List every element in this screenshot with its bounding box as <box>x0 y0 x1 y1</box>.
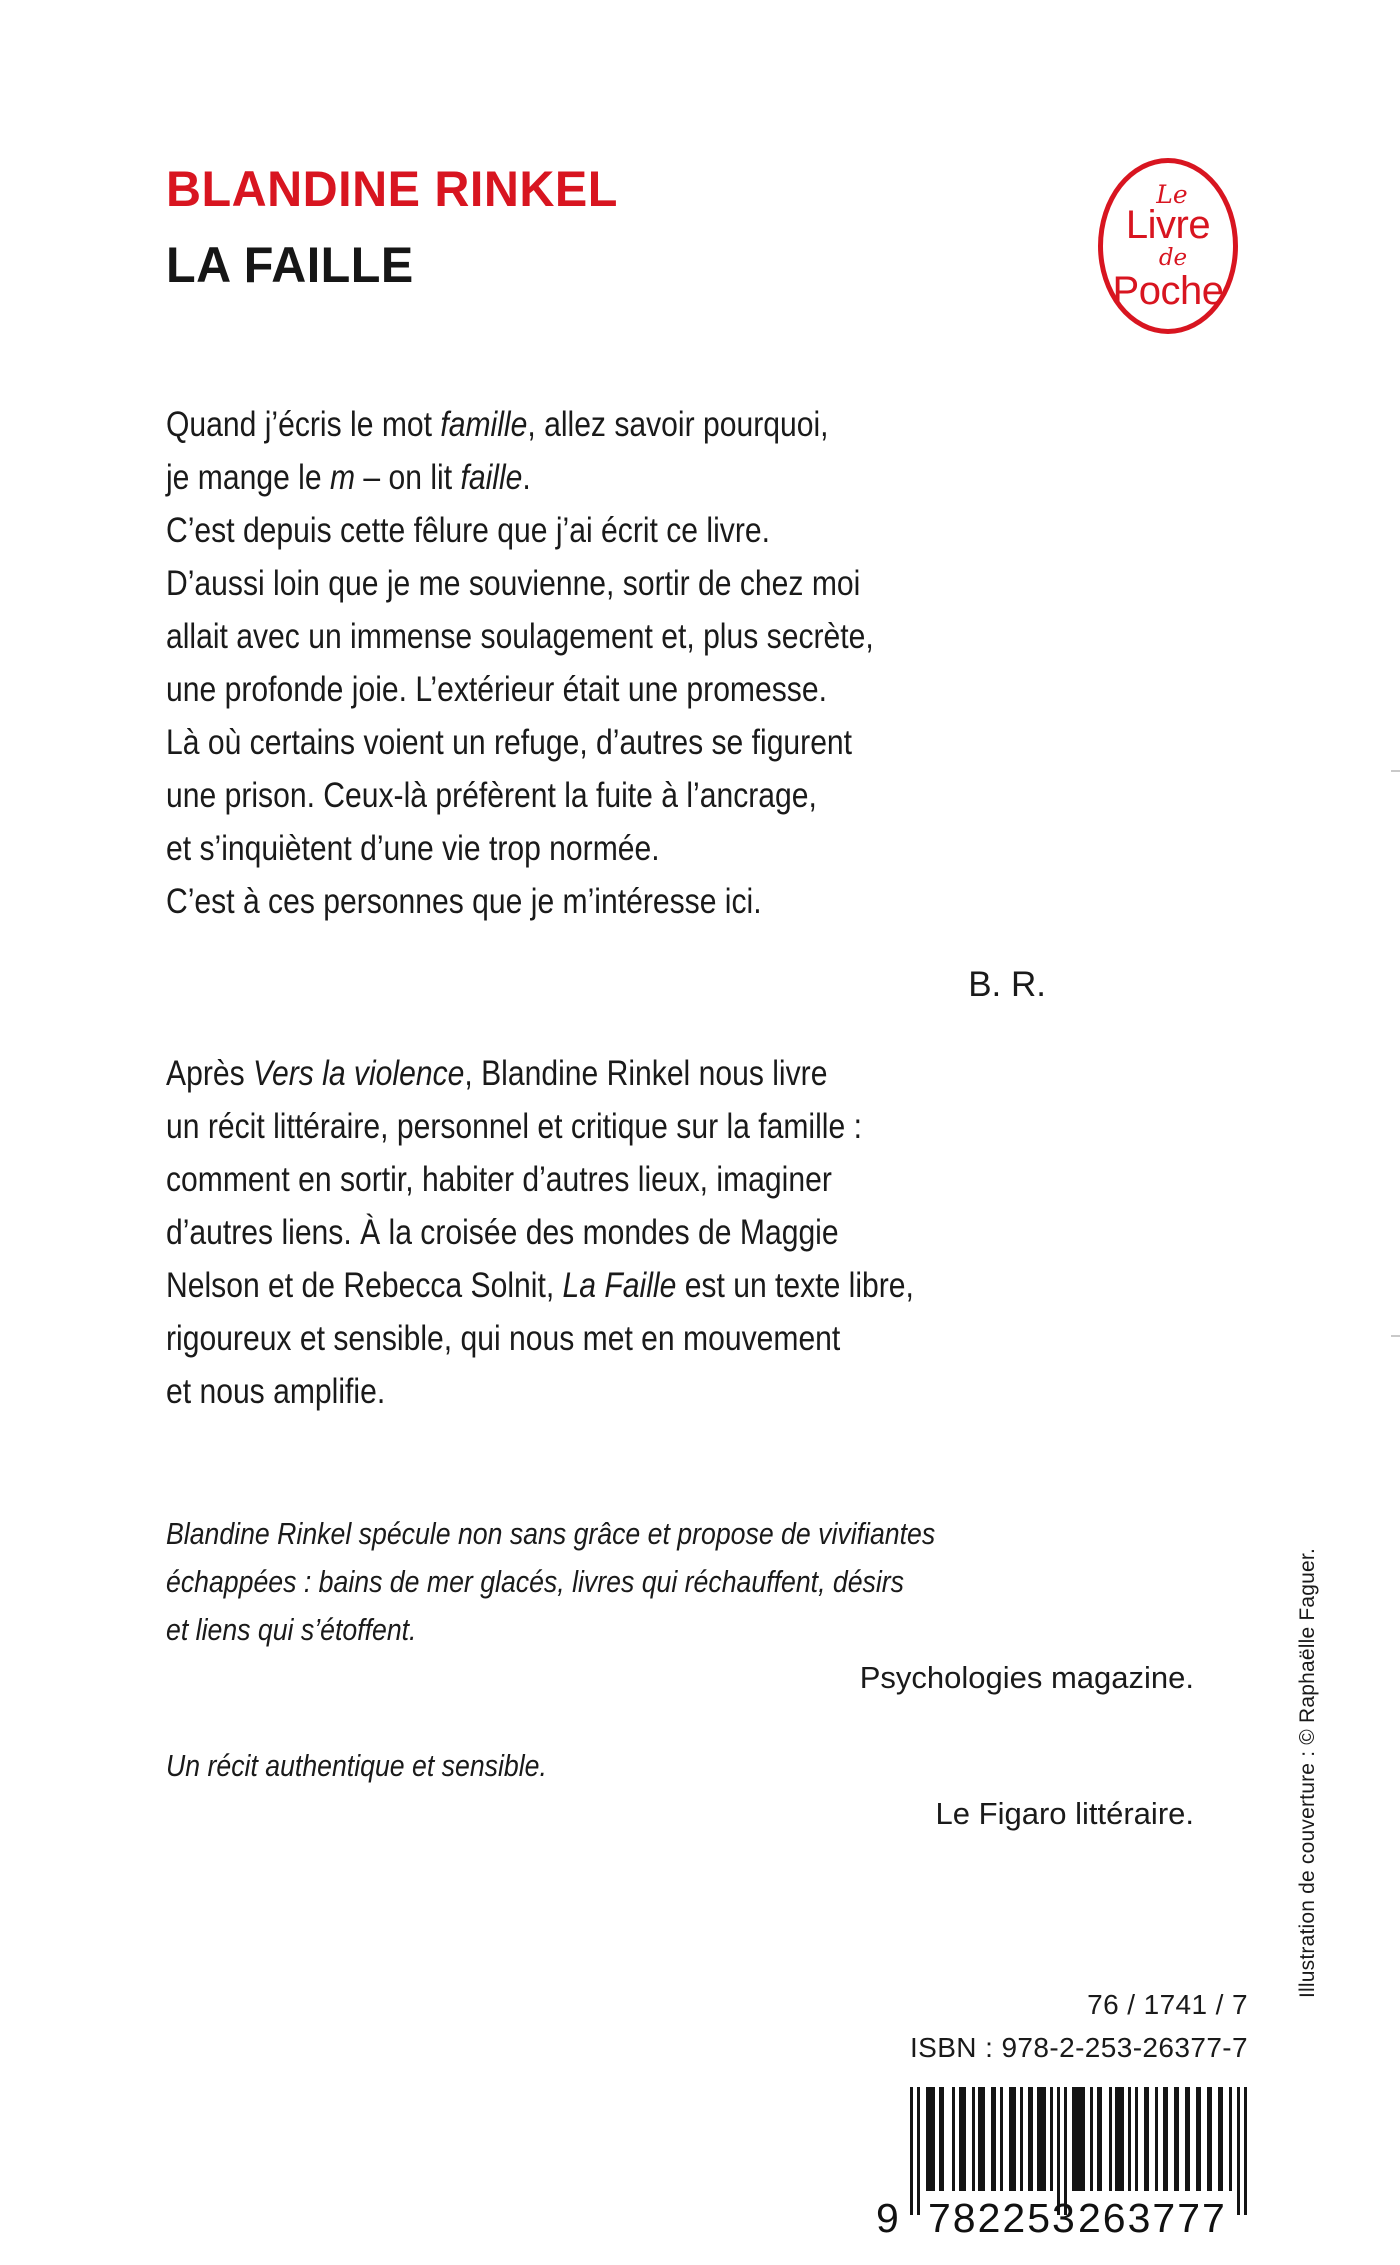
quote-line-3: C’est depuis cette fêlure que j’ai écrit ce livre. <box>166 511 770 550</box>
quote-line-2-part-a: je mange le <box>166 458 330 497</box>
synopsis-line-1-italic: Vers la violence <box>252 1054 465 1093</box>
quote-line-6: une profonde joie. L’extérieur était une promesse. <box>166 670 827 709</box>
press-2-line-1: Un récit authentique et sensible. <box>166 1748 547 1783</box>
press-1-line-3: et liens qui s’étoffent. <box>166 1612 417 1647</box>
logo-line-poche: Poche <box>1112 268 1224 313</box>
quote-line-1 <box>166 398 1174 451</box>
logo-line-livre: Livre <box>1125 202 1211 247</box>
logo-text-group <box>1098 158 1238 334</box>
author-quote-block <box>166 398 1176 1011</box>
quote-signature: B. R. <box>968 965 1046 1004</box>
press-1-source: Psychologies magazine. <box>859 1660 1194 1695</box>
synopsis-line-2: un récit littéraire, personnel et critique sur la famille : <box>166 1107 862 1146</box>
synopsis-line-1 <box>166 1047 1174 1100</box>
press-2-source: Le Figaro littéraire. <box>935 1796 1194 1831</box>
quote-line-1-part-b: , allez savoir pourquoi, <box>527 405 829 444</box>
quote-line-2-part-b: – on lit <box>355 458 461 497</box>
press-1-line-2: échappées : bains de mer glacés, livres qui réchauffent, désirs <box>166 1564 905 1599</box>
book-title: LA FAILLE <box>166 237 414 293</box>
quote-line-2-italic-1: m <box>329 458 356 497</box>
barcode-group-1: 782253 <box>928 2195 1077 2241</box>
catalog-reference: 76 / 1741 / 7 <box>1087 1989 1248 2020</box>
quote-line-10: C’est à ces personnes que je m’intéresse ici. <box>166 882 762 921</box>
synopsis-line-3: comment en sortir, habiter d’autres lieux, imaginer <box>166 1160 832 1199</box>
press-spacer <box>166 1702 1216 1742</box>
logo-line-le: Le <box>1156 179 1188 209</box>
quote-line-5: allait avec un immense soulagement et, plus secrète, <box>166 617 874 656</box>
synopsis-block <box>166 1047 1176 1418</box>
quote-line-1-italic: famille <box>440 405 528 444</box>
cover-illustration-credit: Illustration de couverture : © Raphaëlle Faguer. <box>1296 1548 1319 1998</box>
author-name: BLANDINE RINKEL <box>166 161 618 217</box>
press-1-line-1: Blandine Rinkel spécule non sans grâce et propose de vivifiantes <box>166 1516 936 1551</box>
barcode-lead-digit: 9 <box>876 2195 901 2241</box>
synopsis-line-7: et nous amplifie. <box>166 1372 386 1411</box>
quote-line-1-part-a: Quand j’écris le mot <box>166 405 441 444</box>
quote-line-9: et s’inquiètent d’une vie trop normée. <box>166 829 660 868</box>
quote-line-2-part-c: . <box>522 458 531 497</box>
synopsis-line-4: d’autres liens. À la croisée des mondes de Maggie <box>166 1213 839 1252</box>
synopsis-line-1-part-a: Après <box>166 1054 253 1093</box>
publisher-logo <box>1098 158 1238 334</box>
quote-line-8: une prison. Ceux-là préfèrent la fuite à l’ancrage, <box>166 776 817 815</box>
synopsis-line-1-part-b: , Blandine Rinkel nous livre <box>464 1054 828 1093</box>
quote-line-4: D’aussi loin que je me souvienne, sortir de chez moi <box>166 564 861 603</box>
quote-line-7: Là où certains voient un refuge, d’autres se figurent <box>166 723 853 762</box>
synopsis-line-5-part-a: Nelson et de Rebecca Solnit, <box>166 1266 563 1305</box>
quote-line-2 <box>166 451 1174 504</box>
synopsis-line-6: rigoureux et sensible, qui nous met en mouvement <box>166 1319 841 1358</box>
press-quotes-block <box>166 1510 1216 1838</box>
quote-line-2-italic-2: faille <box>460 458 523 497</box>
logo-line-de: de <box>1158 244 1188 271</box>
code-block <box>910 1983 1248 2069</box>
cover-header <box>166 160 1066 294</box>
edge-tick-mark <box>1391 1335 1400 1337</box>
synopsis-line-5-part-b: est un texte libre, <box>676 1266 914 1305</box>
barcode-group-2: 263777 <box>1078 2195 1227 2241</box>
synopsis-line-5-italic: La Faille <box>562 1266 677 1305</box>
edge-tick-mark <box>1391 770 1400 772</box>
synopsis-line-5 <box>166 1259 1174 1312</box>
isbn-text: ISBN : 978-2-253-26377-7 <box>909 2032 1248 2063</box>
